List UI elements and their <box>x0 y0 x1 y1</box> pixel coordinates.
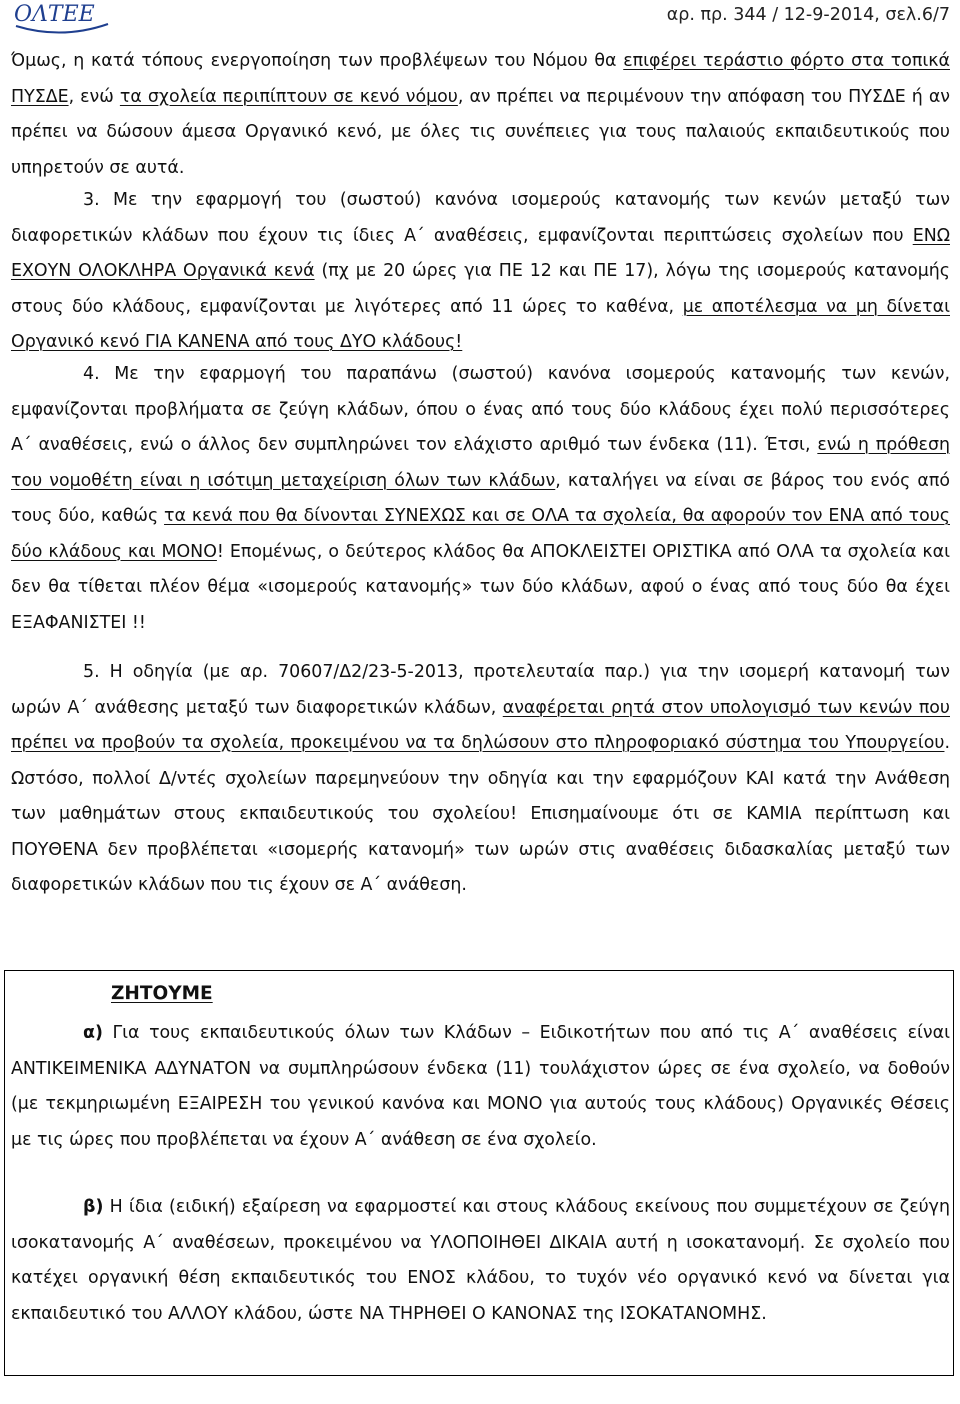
text: , αν πρέπει να περιμένουν την απόφαση του ΠΥΣΔΕ ή αν πρέπει να δώσουν άμεσα Οργανικό κενό, με όλες τις συνέπειες για τους παλαιούς εκπαιδευτικούς που υπηρετούν σε αυτά. <box>11 86 951 178</box>
page-reference: αρ. πρ. 344 / 12-9-2014, σελ.6/7 <box>666 5 950 25</box>
paragraph-1 <box>11 44 950 186</box>
underlined-text: τα κενά που θα δίνονται ΣΥΝΕΧΩΣ και σε ΟΛΑ τα σχολεία, θα αφορούν τον ΕΝΑ από τους δύο κλάδους και ΜΟΝΟ <box>11 506 950 562</box>
logo-graphic <box>12 0 112 34</box>
paragraph-4 <box>11 357 950 641</box>
demand-b <box>11 1190 950 1332</box>
logo-text: ΟΛΤΕΕ <box>14 2 95 27</box>
text: 5. Η οδηγία (με αρ. 70607/Δ2/23-5-2013, προτελευταία παρ.) για την ισομερή κατανομή των ωρών Α΄ ανάθεσης μεταξύ των διαφορετικών κλάδων, <box>11 662 950 718</box>
text: Όμως, η κατά τόπους ενεργοποίηση των προβλέψεων του Νόμου θα <box>11 51 624 71</box>
underlined-text: ενώ η πρόθεση του νομοθέτη είναι η ισότιμη μεταχείριση όλων των κλάδων <box>11 435 950 491</box>
oltee-logo <box>12 0 112 34</box>
paragraph-3 <box>11 183 950 361</box>
text: . Ωστόσο, πολλοί Δ/ντές σχολείων παρεμηνεύουν την οδηγία και την εφαρμόζουν ΚΑΙ κατά την Ανάθεση των μαθημάτων στους εκπαιδευτικούς του σχολείου! Επισημαίνουμε ότι σε ΚΑΜΙΑ περίπτωση και ΠΟΥΘΕΝΑ δεν προβλέπεται «ισομερής κατανομή» των ωρών στις αναθέσεις διδασκαλίας μεταξύ των διαφορετικών κλάδων που τις έχουν σε Α΄ ανάθεση. <box>11 733 950 895</box>
demands-title: ΖΗΤΟΥΜΕ <box>111 983 213 1004</box>
underlined-text: τα σχολεία περιπίπτουν σε κενό νόμου <box>119 86 458 107</box>
demand-a-label: α) <box>83 1023 103 1043</box>
demand-b-label: β) <box>83 1197 104 1217</box>
text: , ενώ <box>68 86 120 107</box>
demand-a-text: Για τους εκπαιδευτικούς όλων των Κλάδων – Ειδικοτήτων που από τις Α΄ αναθέσεις είναι ΑΝΤΙΚΕΙΜΕΝΙΚΑ ΑΔΥΝΑΤΟΝ να συμπληρώσουν ένδεκα (11) τουλάχιστον ώρες σε ένα σχολείο, να δοθούν (με τεκμηριωμένη ΕΞΑΙΡΕΣΗ του γενικού κανόνα και ΜΟΝΟ για αυτούς τους κλάδους) Οργανικές Θέσεις με τις ώρες που προβλέπεται να έχουν Α΄ ανάθεση σε ένα σχολείο. <box>11 1023 950 1150</box>
underlined-text: αναφέρεται ρητά στον υπολογισμό των κενών που πρέπει να προβούν τα σχολεία, προκειμένου να τα δηλώσουν στο πληροφοριακό σύστημα του Υπουργείου <box>11 697 950 753</box>
paragraph-5 <box>11 655 950 904</box>
underlined-text: ΕΝΩ ΕΧΟΥΝ ΟΛΟΚΛΗΡΑ Οργανικά κενά <box>11 225 950 281</box>
demand-a <box>11 1016 950 1158</box>
underlined-text: με αποτέλεσμα να μη δίνεται Οργανικό κενό ΓΙΑ ΚΑΝΕΝΑ από τους ΔΥΟ κλάδους! <box>11 296 950 352</box>
text: , καταλήγει να είναι σε βάρος του ενός από τους δύο, καθώς <box>11 470 950 526</box>
text: (πχ με 20 ώρες για ΠΕ 12 και ΠΕ 17), λόγω της ισομερούς κατανομής στους δύο κλάδους, εμφανίζονται με λιγότερες από 11 ώρες το καθένα, <box>11 261 951 317</box>
text: ! Επομένως, ο δεύτερος κλάδος θα ΑΠΟΚΛΕΙΣΤΕΙ ΟΡΙΣΤΙΚΑ από ΟΛΑ τα σχολεία και δεν θα τίθεται πλέον θέμα «ισομερούς κατανομής» των δύο κλάδων, αφού ο ένας από τους δύο θα έχει ΕΞΑΦΑΝΙΣΤΕΙ !! <box>11 541 951 633</box>
demand-b-text: Η ίδια (ειδική) εξαίρεση να εφαρμοστεί και στους κλάδους εκείνους που συμμετέχουν σε ζεύγη ισοκατανομής Α΄ αναθέσεων, προκειμένου να ΥΛΟΠΟΙΗΘΕΙ ΔΙΚΑΙΑ αυτή η ισοκατανομή. Σε σχολείο που κατέχει οργανική θέση εκπαιδευτικός του ΕΝΟΣ κλάδου, το τυχόν νέο οργανικό κενό να δίνεται για εκπαιδευτικό του ΑΛΛΟΥ κλάδου, ώστε ΝΑ ΤΗΡΗΘΕΙ Ο ΚΑΝΟΝΑΣ της ΙΣΟΚΑΤΑΝΟΜΗΣ. <box>11 1197 950 1324</box>
text: 3. Με την εφαρμογή του (σωστού) κανόνα ισομερούς κατανομής των κενών μεταξύ των διαφορετικών κλάδων που έχουν τις ίδιες Α΄ αναθέσεις, εμφανίζονται περιπτώσεις σχολείων που <box>11 190 950 246</box>
text: 4. Με την εφαρμογή του παραπάνω (σωστού) κανόνα ισομερούς κατανομής των κενών, εμφανίζονται προβλήματα σε ζεύγη κλάδων, όπου ο ένας από τους δύο κλάδους έχει πολύ περισσότερες Α΄ αναθέσεις, ενώ ο άλλος δεν συμπληρώνει τον ελάχιστο αριθμό των ένδεκα (11). Έτσι, <box>11 364 950 455</box>
underlined-text: επιφέρει τεράστιο φόρτο στα τοπικά ΠΥΣΔΕ <box>11 51 950 107</box>
